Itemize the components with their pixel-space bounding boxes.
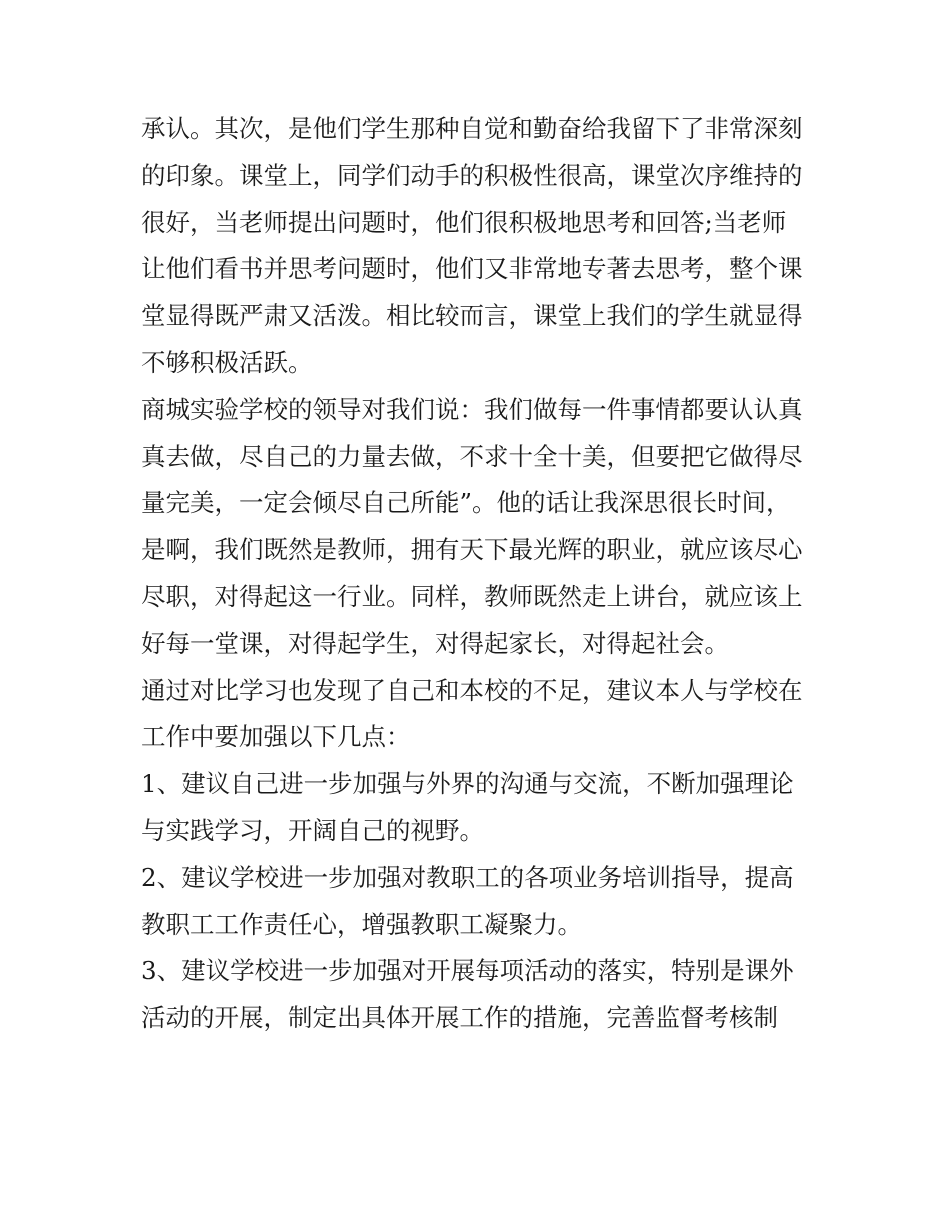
text-line: 与实践学习，开阔自己的视野。 bbox=[141, 815, 484, 845]
text-line: 让他们看书并思考问题时，他们又非常地专著去思考，整个课 bbox=[141, 254, 803, 284]
text-line: 好每一堂课，对得起学生，对得起家长，对得起社会。 bbox=[141, 628, 729, 658]
text-line: 活动的开展，制定出具体开展工作的措施，完善监督考核制 bbox=[141, 1003, 778, 1033]
text-line: 商城实验学校的领导对我们说：我们做每一件事情都要认认真 bbox=[141, 394, 803, 424]
text-line: 3、建议学校进一步加强对开展每项活动的落实，特别是课外 bbox=[141, 956, 794, 986]
text-line: 教职工工作责任心，增强教职工凝聚力。 bbox=[141, 909, 582, 939]
text-line: 不够积极活跃。 bbox=[141, 347, 313, 377]
text-line: 堂显得既严肃又活泼。相比较而言，课堂上我们的学生就显得 bbox=[141, 301, 803, 331]
text-line: 真去做，尽自己的力量去做，不求十全十美，但要把它做得尽 bbox=[141, 441, 803, 471]
text-line: 是啊，我们既然是教师，拥有天下最光辉的职业，就应该尽心 bbox=[141, 535, 803, 565]
text-line: 很好，当老师提出问题时，他们很积极地思考和回答;当老师 bbox=[141, 207, 787, 237]
text-line: 通过对比学习也发现了自己和本校的不足，建议本人与学校在 bbox=[141, 675, 803, 705]
text-line: 量完美，一定会倾尽自己所能”。他的话让我深思很长时间， bbox=[141, 488, 791, 518]
text-line: 尽职，对得起这一行业。同样，教师既然走上讲台，就应该上 bbox=[141, 581, 803, 611]
text-line: 2、建议学校进一步加强对教职工的各项业务培训指导，提高 bbox=[141, 862, 794, 892]
text-line: 承认。其次，是他们学生那种自觉和勤奋给我留下了非常深刻 bbox=[141, 114, 803, 143]
body-text bbox=[141, 106, 821, 1042]
text-line: 1、建议自己进一步加强与外界的沟通与交流，不断加强理论 bbox=[141, 769, 794, 799]
text-line: 的印象。课堂上，同学们动手的积极性很高，课堂次序维持的 bbox=[141, 160, 803, 190]
text-line: 工作中要加强以下几点： bbox=[141, 722, 411, 752]
